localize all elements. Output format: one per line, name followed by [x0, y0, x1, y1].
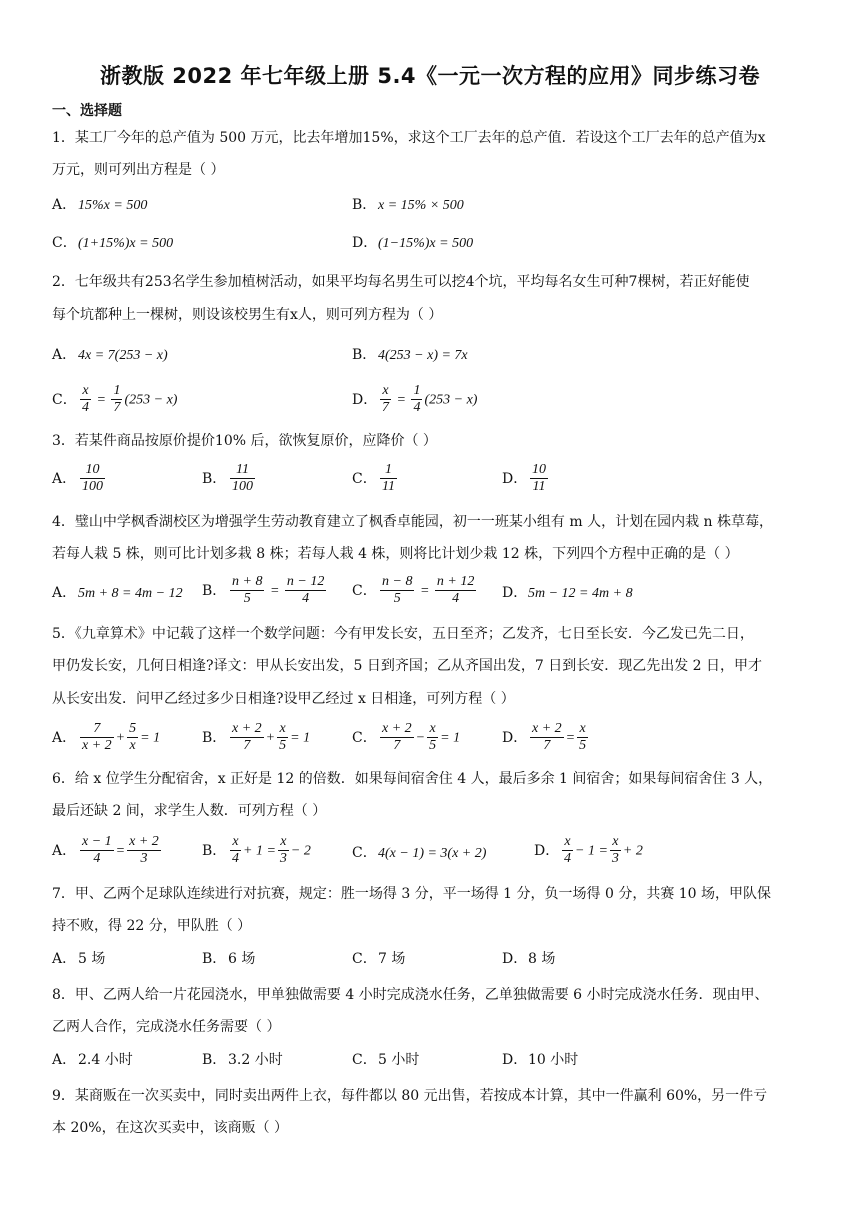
question-5-line-3: 从长安出发．问甲乙经过多少日相逢?设甲乙经过 x 日相逢，可列方程（ ） [52, 691, 515, 707]
q5-option-c[interactable]: C． $\frac{x + 2}{7}$ − $\frac{x}{5}$ = 1 [352, 721, 461, 753]
fraction: $\frac{x}{5}$ [579, 721, 587, 753]
option-label: A． [52, 842, 77, 859]
question-6-line-2: 最后还缺 2 间，求学生人数．可列方程（ ） [52, 803, 327, 819]
q1-option-a[interactable] [52, 195, 147, 216]
fraction: $\frac{x}{5}$ [279, 721, 287, 753]
q3-option-b[interactable] [202, 462, 257, 495]
option-label: C． [52, 235, 77, 251]
option-label: A． [52, 951, 77, 967]
q8-option-a[interactable] [52, 1050, 133, 1070]
q7-option-d[interactable] [502, 949, 555, 969]
option-label: C． [352, 729, 377, 746]
question-3-line-1: 3．若某件商品按原价提价10% 后，欲恢复原价，应降价（ ） [52, 433, 437, 449]
question-2-line-2: 每个坑都种上一棵树，则设该校男生有x人，则可列方程为（ ） [52, 307, 443, 323]
option-text: 4x = 7(253 − x) [78, 348, 168, 363]
option-text: 4(x − 1) = 3(x + 2) [378, 846, 487, 861]
q8-option-d[interactable] [502, 1050, 578, 1070]
fraction: $\frac{x}{4}$ [564, 834, 571, 866]
option-text: 6 场 [228, 951, 256, 967]
option-text: (253 − x) [424, 392, 478, 408]
question-5-line-1: 5．《九章算术》中记载了这样一个数学问题：今有甲发长安，五日至齐；乙发齐，七日至长安．今乙发已先二日， [52, 626, 754, 642]
option-text: x = 15% × 500 [378, 198, 464, 213]
question-8-line-1: 8．甲、乙两人给一片花园浇水，甲单独做需要 4 小时完成浇水任务，乙单独做需要 6 小时完成浇水任务．现由甲、 [52, 987, 769, 1003]
q8-option-c[interactable] [352, 1050, 419, 1070]
fraction: $\frac{1}{11}$ [382, 462, 395, 494]
fraction: $\frac{11}{100}$ [232, 462, 253, 494]
q3-option-a[interactable] [52, 462, 107, 495]
option-label: A． [52, 470, 77, 487]
q3-option-d[interactable] [502, 462, 550, 495]
q2-option-a[interactable] [52, 345, 168, 366]
q2-option-d[interactable]: D． $\frac{x}{7}$ = $\frac{1}{4}$ (253 − x) [352, 383, 478, 415]
fraction: $\frac{x}{4}$ [82, 383, 89, 415]
option-text: 5 场 [78, 951, 106, 967]
option-label: A． [52, 585, 77, 601]
q6-option-d[interactable]: D． $\frac{x}{4}$ − 1 = $\frac{x}{3}$ + 2 [534, 834, 643, 866]
question-4-line-1: 4．璧山中学枫香湖校区为增强学生劳动教育建立了枫香卓能园，初一一班某小组有 m 人，计划在园内栽 n 株草莓， [52, 514, 773, 530]
fraction: $\frac{n - 12}{4}$ [286, 574, 325, 606]
option-label: A． [52, 347, 77, 363]
option-text: 3.2 小时 [228, 1052, 283, 1068]
q4-option-c[interactable]: C． $\frac{n - 8}{5}$ = $\frac{n + 12}{4}$ [352, 574, 475, 606]
option-text: = 1 [440, 730, 461, 746]
option-text: + 2 [622, 843, 643, 859]
option-text: (1−15%)x = 500 [378, 236, 474, 251]
q5-option-a[interactable]: A． $\frac{7}{x + 2}$ + $\frac{5}{x}$ = 1 [52, 721, 161, 753]
q2-option-c[interactable]: C． $\frac{x}{4}$ = $\frac{1}{7}$ (253 − x) [52, 383, 178, 415]
question-7-line-1: 7．甲、乙两个足球队连续进行对抗赛，规定：胜一场得 3 分，平一场得 1 分，负一场得 0 分，共赛 10 场，甲队保 [52, 886, 772, 902]
q7-option-c[interactable] [352, 949, 405, 969]
option-label: A． [52, 1052, 77, 1068]
option-label: D． [502, 729, 528, 746]
q5-option-b[interactable]: B． $\frac{x + 2}{7}$ + $\frac{x}{5}$ = 1 [202, 721, 311, 753]
question-9-line-2: 本 20%，在这次买卖中，该商贩（ ） [52, 1120, 289, 1136]
option-label: C． [352, 951, 377, 967]
option-label: D． [502, 470, 528, 487]
option-text: 7 场 [378, 951, 406, 967]
option-label: C． [352, 845, 377, 861]
option-label: D． [534, 842, 560, 859]
fraction: $\frac{x + 2}{7}$ [382, 721, 412, 753]
question-8-line-2: 乙两人合作，完成浇水任务需要（ ） [52, 1019, 281, 1035]
fraction: $\frac{1}{4}$ [413, 383, 421, 415]
option-label: A． [52, 729, 77, 746]
option-text: 2.4 小时 [78, 1052, 133, 1068]
fraction: $\frac{x}{5}$ [429, 721, 437, 753]
question-4-line-2: 若每人栽 5 株，则可比计划多栽 8 株；若每人栽 4 株，则将比计划少栽 12 株，下列四个方程中正确的是（ ） [52, 546, 739, 562]
option-label: D． [502, 1052, 528, 1068]
option-label: B． [202, 470, 227, 487]
q6-option-c[interactable] [352, 843, 486, 864]
option-text: 8 场 [528, 951, 556, 967]
option-text: = 1 [140, 730, 161, 746]
option-label: C． [352, 470, 377, 487]
q2-option-b[interactable] [352, 345, 468, 366]
fraction: $\frac{7}{x + 2}$ [82, 721, 112, 753]
fraction: $\frac{n + 12}{4}$ [436, 574, 475, 606]
question-9-line-1: 9．某商贩在一次买卖中，同时卖出两件上衣，每件都以 80 元出售，若按成本计算，其中一件赢利 60%，另一件亏 [52, 1088, 768, 1104]
fraction: $\frac{x + 2}{7}$ [532, 721, 562, 753]
fraction: $\frac{10}{11}$ [532, 462, 546, 494]
fraction: $\frac{5}{x}$ [129, 721, 137, 753]
option-label: B． [202, 1052, 227, 1068]
fraction: $\frac{x}{3}$ [279, 834, 287, 866]
q8-option-b[interactable] [202, 1050, 283, 1070]
q6-option-a[interactable]: A． $\frac{x - 1}{4}$ = $\frac{x + 2}{3}$ [52, 834, 159, 866]
option-text: = 1 [290, 730, 311, 746]
option-label: C． [352, 582, 377, 599]
option-text: (1+15%)x = 500 [78, 236, 174, 251]
question-6-line-1: 6．给 x 位学生分配宿舍，x 正好是 12 的倍数．如果每间宿舍住 4 人，最后多余 1 间宿舍；如果每间宿舍住 3 人， [52, 771, 773, 787]
option-text: 5m − 12 = 4m + 8 [528, 586, 633, 601]
q1-option-d[interactable] [352, 233, 473, 254]
q7-option-a[interactable] [52, 949, 105, 969]
q5-option-d[interactable]: D． $\frac{x + 2}{7}$ = $\frac{x}{5}$ [502, 721, 587, 753]
q4-option-b[interactable]: B． $\frac{n + 8}{5}$ = $\frac{n - 12}{4}$ [202, 574, 325, 606]
fraction: $\frac{x}{3}$ [611, 834, 619, 866]
q1-option-c[interactable] [52, 233, 173, 254]
q6-option-b[interactable]: B． $\frac{x}{4}$ + 1 = $\frac{x}{3}$ − 2 [202, 834, 311, 866]
fraction: $\frac{1}{7}$ [113, 383, 121, 415]
fraction: $\frac{x + 2}{3}$ [129, 834, 159, 866]
option-label: B． [202, 951, 227, 967]
fraction: $\frac{x - 1}{4}$ [82, 834, 112, 866]
question-2-line-1: 2．七年级共有253名学生参加植树活动，如果平均每名男生可以挖4个坑，平均每名女生可种7棵树，若正好能使 [52, 274, 750, 290]
question-1-line-1: 1．某工厂今年的总产值为 500 万元，比去年增加15%，求这个工厂去年的总产值．若设这个工厂去年的总产值为x [52, 130, 766, 146]
fraction: $\frac{x}{4}$ [232, 834, 239, 866]
fraction: $\frac{x + 2}{7}$ [232, 721, 262, 753]
q1-option-b[interactable] [352, 195, 464, 216]
option-text: − 2 [290, 843, 311, 859]
option-label: D． [352, 391, 378, 408]
option-text: 4(253 − x) = 7x [378, 348, 468, 363]
option-label: C． [352, 1052, 377, 1068]
option-label: D． [502, 585, 528, 601]
option-label: B． [352, 197, 377, 213]
option-text: 10 小时 [528, 1052, 579, 1068]
question-5-line-2: 甲仍发长安，几何日相逢?译文：甲从长安出发，5 日到齐国；乙从齐国出发，7 日到长安．现乙先出发 2 日，甲才 [52, 658, 763, 674]
fraction: $\frac{x}{7}$ [382, 383, 389, 415]
fraction: $\frac{n + 8}{5}$ [232, 574, 263, 606]
fraction: $\frac{n - 8}{5}$ [382, 574, 413, 606]
option-label: B． [202, 582, 227, 599]
option-text: 5m + 8 = 4m − 12 [78, 586, 183, 601]
option-label: A． [52, 197, 77, 213]
option-text: 5 小时 [378, 1052, 420, 1068]
option-label: D． [352, 235, 378, 251]
option-text: (253 − x) [124, 392, 178, 408]
question-1-line-2: 万元，则可列出方程是（ ） [52, 162, 225, 178]
q3-option-c[interactable] [352, 462, 399, 495]
question-7-line-2: 持不败，得 22 分，甲队胜（ ） [52, 918, 252, 934]
fraction: $\frac{10}{100}$ [82, 462, 103, 494]
q7-option-b[interactable] [202, 949, 255, 969]
q4-option-d[interactable] [502, 583, 633, 604]
document-title: 浙教版 2022 年七年级上册 5.4《一元一次方程的应用》同步练习卷 [99, 64, 761, 88]
option-text: 15%x = 500 [78, 198, 148, 213]
section-heading: 一、选择题 [52, 103, 122, 119]
option-label: B． [202, 729, 227, 746]
option-label: D． [502, 951, 528, 967]
option-label: B． [202, 842, 227, 859]
option-label: B． [352, 347, 377, 363]
option-label: C． [52, 391, 77, 408]
q4-option-a[interactable] [52, 583, 183, 604]
